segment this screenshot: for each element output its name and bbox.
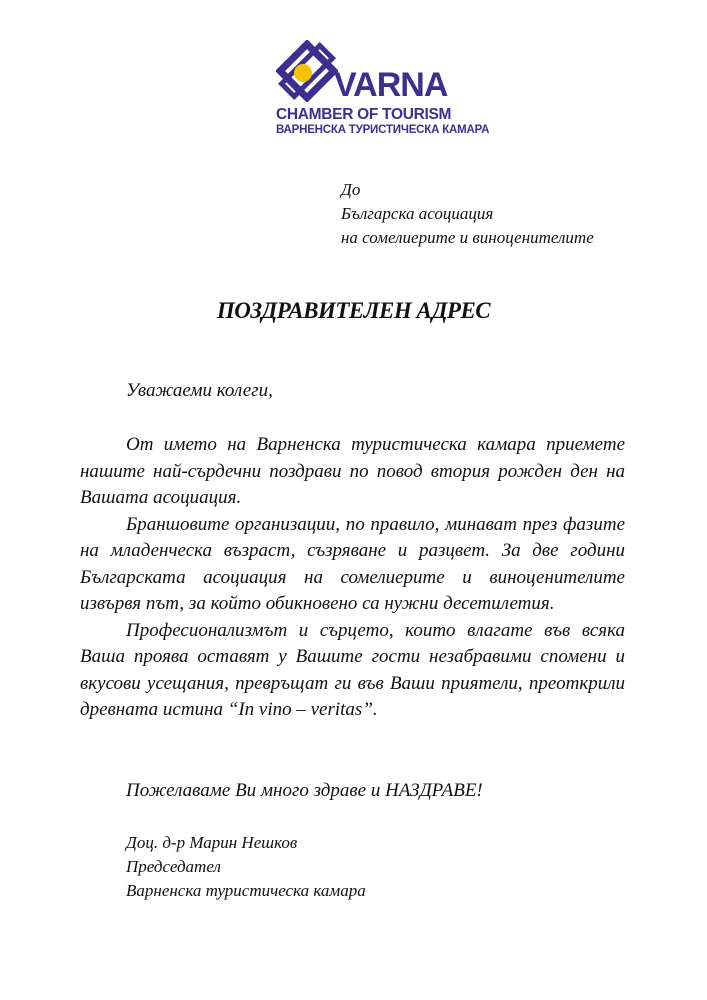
logo-wordmark: VARNA	[334, 66, 448, 104]
chamber-logo	[276, 40, 490, 140]
letter-title: ПОЗДРАВИТЕЛЕН АДРЕС	[216, 298, 491, 323]
letter-wish: Пожелаваме Ви много здраве и НАЗДРАВЕ!	[126, 780, 483, 801]
addressee-org-line1: Българска асоциация	[341, 204, 494, 223]
body-paragraph: Професионализмът и сърцето, които влагате във всяка Ваша проява оставят у Вашите гости незабравими спомени и вкусови усещания, превръщат ги във Ваши приятели, преоткрили древната истина “In vino – veritas”.	[80, 619, 625, 720]
signer-position: Председател	[126, 857, 221, 876]
chamber-logo-emblem	[276, 40, 338, 102]
letter-greeting: Уважаеми колеги,	[126, 380, 273, 401]
signature-block	[126, 831, 366, 903]
letter-body	[80, 432, 625, 724]
body-paragraph: От името на Варненска туристическа камара приемете нашите най-сърдечни поздрави по повод втория рожден ден на Вашата асоциация.	[80, 434, 625, 508]
addressee-to: До	[341, 180, 361, 199]
addressee-org-line2: на сомелиерите и виноценителите	[341, 228, 594, 247]
logo-tagline-english: CHAMBER OF TOURISM	[276, 106, 452, 123]
body-paragraph: Браншовите организации, по правило, минават през фазите на младенческа възраст, съзряване и разцвет. За две години Българската асоциация на сомелиерите и виноценителите извървя път, за който обикновено са нужни десетилетия.	[80, 513, 625, 614]
addressee-block	[341, 178, 594, 250]
signer-organization: Варненска туристическа камара	[126, 881, 366, 900]
logo-tagline-bulgarian: ВАРНЕНСКА ТУРИСТИЧЕСКА КАМАРА	[276, 124, 490, 136]
signer-name: Доц. д-р Марин Нешков	[126, 833, 298, 852]
